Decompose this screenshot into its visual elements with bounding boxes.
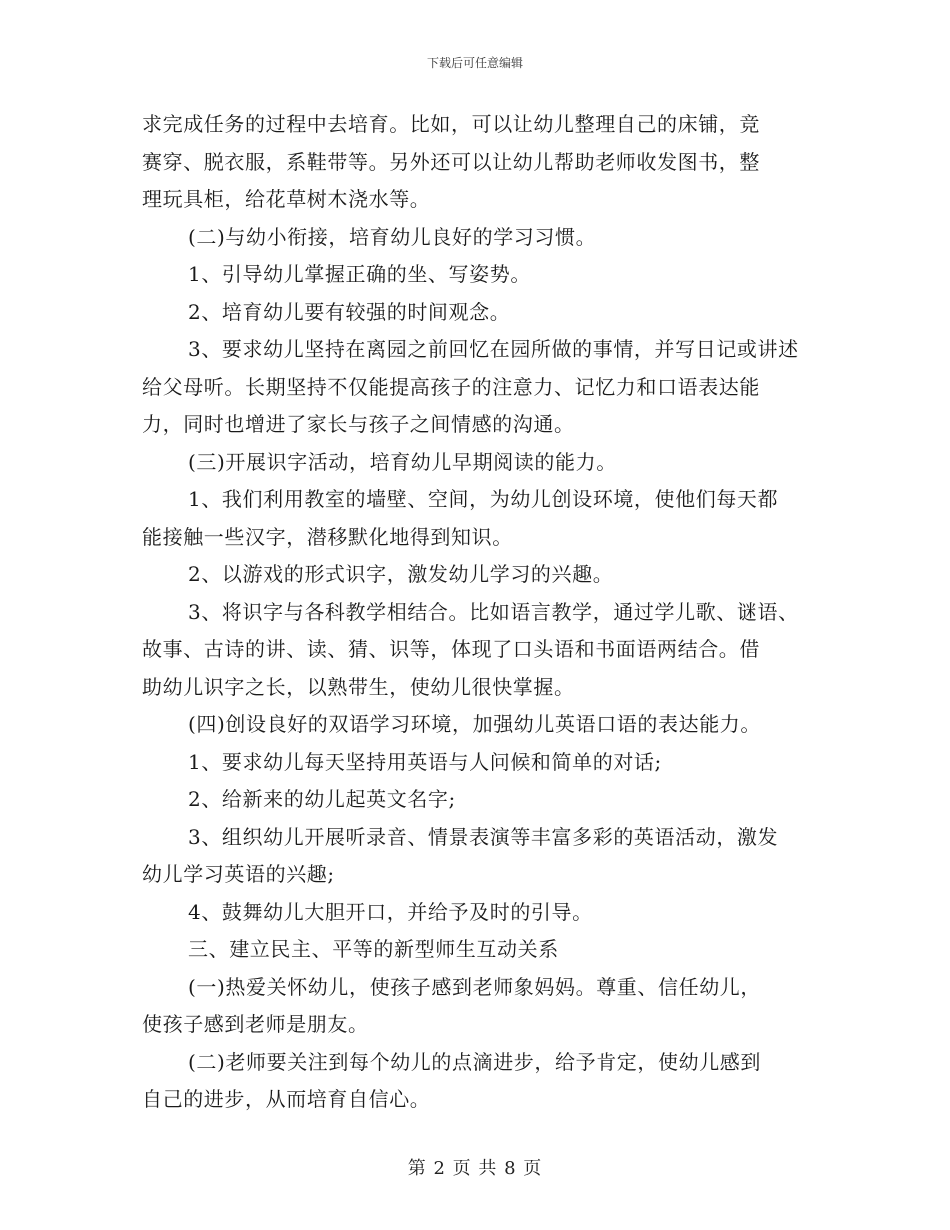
- text-line: 自己的进步，从而培育自信心。: [142, 1087, 431, 1111]
- text-line: 求完成任务的过程中去培育。比如，可以让幼儿整理自己的床铺，竞: [142, 112, 760, 136]
- text-line: (二)与幼小衔接，培育幼儿良好的学习习惯。: [188, 224, 597, 249]
- text-line: 使孩子感到老师是朋友。: [142, 1012, 369, 1036]
- text-line: 3、将识字与各科教学相结合。比如语言教学，通过学儿歌、谜语、: [188, 599, 799, 624]
- text-line: 幼儿学习英语的兴趣;: [142, 862, 335, 886]
- text-line: 1、引导幼儿掌握正确的坐、写姿势。: [188, 262, 531, 286]
- text-line: 2、培育幼儿要有较强的时间观念。: [188, 299, 511, 324]
- text-line: 给父母听。长期坚持不仅能提高孩子的注意力、记忆力和口语表达能: [142, 374, 760, 399]
- page-header: 下载后可任意编辑: [426, 56, 523, 70]
- text-line: 3、组织幼儿开展听录音、情景表演等丰富多彩的英语活动，激发: [188, 824, 779, 849]
- document-body: [142, 106, 822, 1119]
- page-footer: 第 2 页 共 8 页: [407, 1158, 543, 1179]
- text-line: 1、要求幼儿每天坚持用英语与人问候和简单的对话;: [188, 749, 662, 774]
- text-line: 1、我们利用教室的墙壁、空间，为幼儿创设环境，使他们每天都: [188, 487, 779, 511]
- text-line: (三)开展识字活动，培育幼儿早期阅读的能力。: [188, 449, 617, 474]
- text-line: 理玩具柜，给花草树木浇水等。: [142, 187, 431, 211]
- text-line: 4、鼓舞幼儿大胆开口，并给予及时的引导。: [188, 899, 593, 924]
- text-line: 3、要求幼儿坚持在离园之前回忆在园所做的事情，并写日记或讲述: [188, 337, 799, 361]
- text-line: 力，同时也增进了家长与孩子之间情感的沟通。: [142, 412, 575, 436]
- text-line: 能接触一些汉字，潜移默化地得到知识。: [142, 524, 513, 549]
- text-line: (一)热爱关怀幼儿，使孩子感到老师象妈妈。尊重、信任幼儿，: [188, 974, 762, 999]
- text-line: (二)老师要关注到每个幼儿的点滴进步，给予肯定，使幼儿感到: [188, 1049, 762, 1074]
- text-line: 故事、古诗的讲、读、猜、识等，体现了口头语和书面语两结合。借: [142, 637, 760, 661]
- text-line: (四)创设良好的双语学习环境，加强幼儿英语口语的表达能力。: [188, 712, 762, 736]
- text-line: 助幼儿识字之长，以熟带生，使幼儿很快掌握。: [142, 674, 575, 699]
- text-line: 2、给新来的幼儿起英文名字;: [188, 787, 456, 811]
- text-line: 2、以游戏的形式识字，激发幼儿学习的兴趣。: [188, 562, 614, 586]
- text-line: 三、建立民主、平等的新型师生互动关系: [188, 937, 559, 961]
- text-line: 赛穿、脱衣服，系鞋带等。另外还可以让幼儿帮助老师收发图书，整: [142, 149, 760, 174]
